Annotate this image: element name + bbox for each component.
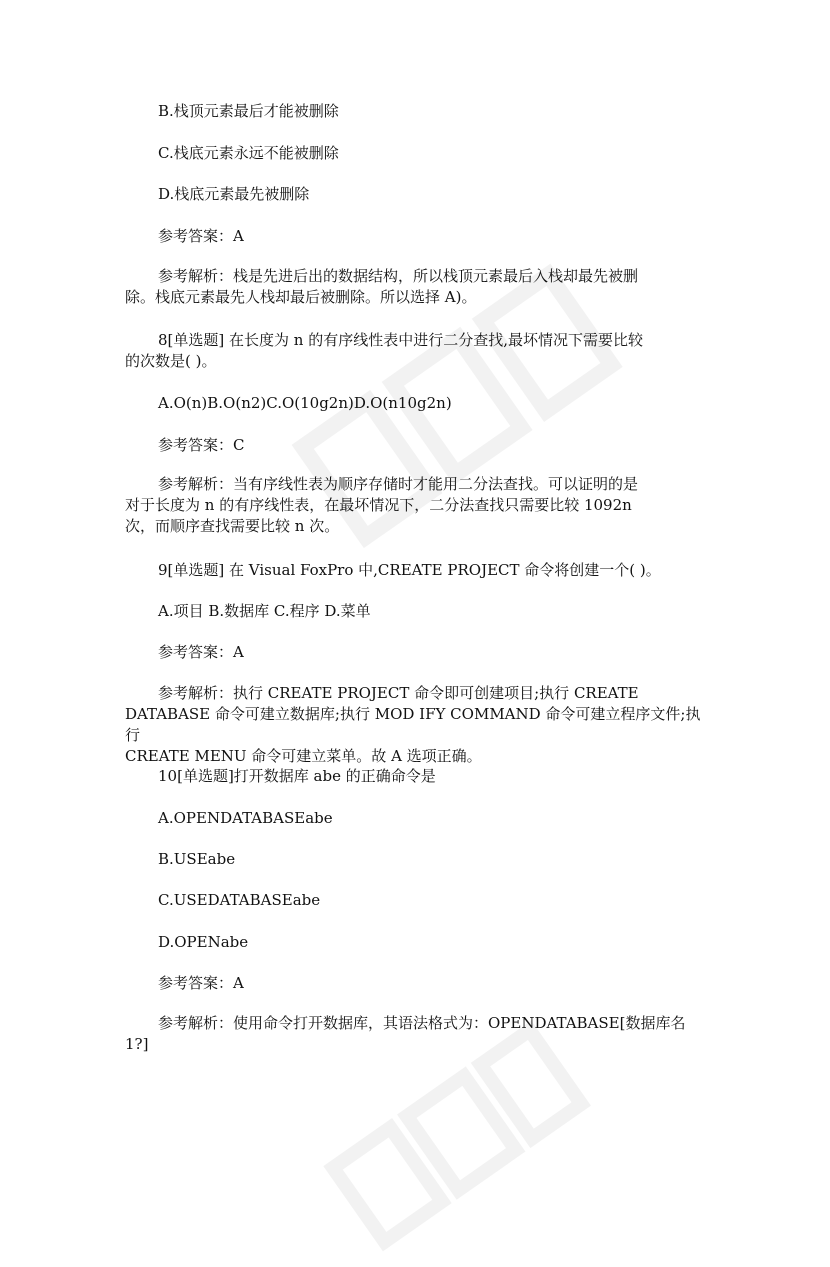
answer-line: 参考答案：C (158, 436, 245, 454)
answer-line: 参考答案：A (158, 227, 244, 245)
option-a-text: A.OPENDATABASEabe (158, 809, 333, 827)
option-b-text: B.栈顶元素最后才能被删除 (158, 102, 339, 120)
option-c-text: C.USEDATABASEabe (158, 891, 321, 909)
analysis-paragraph: 参考解析：栈是先进后出的数据结构，所以栈顶元素最后入栈却最先被删 除。栈底元素最先人栈却最后被删除。所以选择 A)。 (125, 267, 639, 306)
question-9: 9[单选题] 在 Visual FoxPro 中,CREATE PROJECT 命令将创建一个( )。 (158, 561, 661, 579)
analysis-paragraph: 参考解析：执行 CREATE PROJECT 命令即可创建项目;执行 CREATE DATABASE 命令可建立数据库;执行 MOD IFY COMMAND 命令可建立程序文件;执行 CREATE MENU 命令可建立菜单。故 A 选项正确。 (125, 684, 701, 765)
option-b-text: B.USEabe (158, 850, 236, 868)
option-c-text: C.栈底元素永远不能被删除 (158, 144, 339, 162)
question-10: 10[单选题]打开数据库 abe 的正确命令是 (158, 767, 436, 785)
analysis-paragraph: 参考解析：当有序线性表为顺序存储时才能用二分法查找。可以证明的是 对于长度为 n 的有序线性表，在最坏情况下，二分法查找只需要比较 1092n 次，而顺序查找需要比较 n 次。 (125, 475, 639, 535)
answer-line: 参考答案：A (158, 643, 244, 661)
question-8-options: A.O(n)B.O(n2)C.O(10g2n)D.O(n10g2n) (158, 394, 452, 412)
option-d-text: D.栈底元素最先被删除 (158, 185, 310, 203)
analysis-paragraph: 参考解析：使用命令打开数据库，其语法格式为：OPENDATABASE[数据库名 1?] (125, 1014, 686, 1053)
question-9-options: A.项目 B.数据库 C.程序 D.菜单 (158, 602, 371, 620)
option-d-text: D.OPENabe (158, 933, 249, 951)
answer-line: 参考答案：A (158, 974, 244, 992)
question-8: 8[单选题] 在长度为 n 的有序线性表中进行二分查找,最坏情况下需要比较 的次数是( )。 (125, 331, 643, 370)
